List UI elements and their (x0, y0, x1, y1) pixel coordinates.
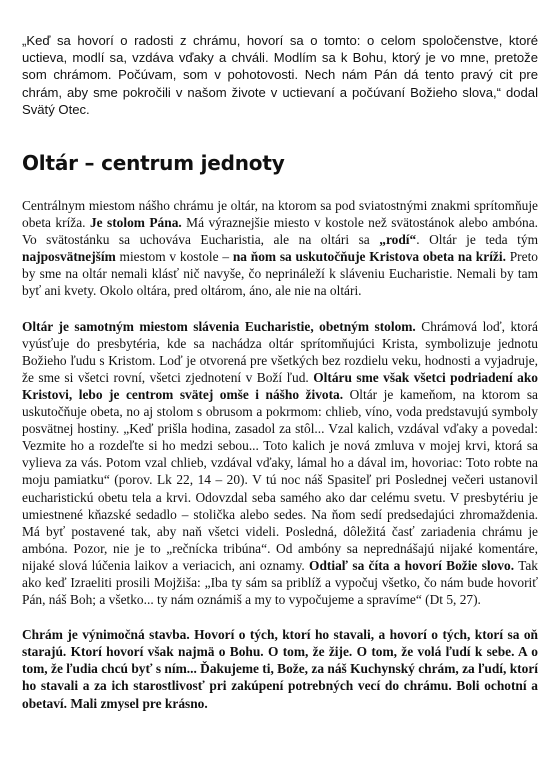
text-run: Oltár je kameňom, na ktorom sa uskutočňuje obeta, no aj stolom s obrusom a pokrmom: chlieb, víno, voda predstavujú symboly posvätnej hostiny. „Keď prišla hodina, zasadol za stôl... Vzal kalich, vzdával vďaky a povedal: Vezmite ho a rozdeľte si ho medzi sebou... Toto kalich je nová zmluva v mojej krvi, ktorá sa vylieva za vás. Potom vzal chlieb, vzdával vďaky, lámal ho a dával im, hovoriac: Toto robte na moju pamiatku“ (porov. Lk 22, 14 – 20). V tú noc náš Spasiteľ pri Poslednej večeri ustanovil eucharistickú obetu tela a krvi. Odovzdal seba samého ako dar celému svetu. V presbytériu je umiestnené kňazské sedadlo – stolička alebo sedes. Na ňom sedí predsedajúci zhromaždenia. Má byť postavené tak, aby naň všetci videli. Posledná, dôležitá časť zariadenia chrámu je ambóna. Pozor, nie je to „rečnícka tribúna“. Od ambóny sa neprednášajú nijaké komentáre, nijaké slová lúčenia laikov a veriacich, ani oznamy. (22, 386, 538, 573)
emphasis-text: najposvätnejším (22, 249, 116, 265)
text-run: Centrálnym miestom nášho chrámu je oltár, na ktorom sa pod sviatostnými znakmi sprítomňuje obeta kríža. (22, 198, 538, 231)
text-run: Chrámová loď, ktorá vyúsťuje do presbytéria, kde sa nachádza oltár sprítomňujúci Krista, symbolizuje jednotu Božieho ľudu s Kristom. Loď je otvorená pre všetkých bez rozdielu veku, hodnosti a vyjadruje, že sme si všetci rovní, všetci zjednotení v Boží ľud. (22, 318, 538, 385)
text-run: Má výraznejšie miesto v kostole než svätostánok alebo ambóna. Vo svätostánku sa uchováva Eucharistia, ale na oltári sa (22, 215, 538, 248)
text-run: Tak ako keď Izraeliti prosili Mojžiša: „Iba ty sám sa priblíž a vypočuj všetko, čo nám bude hovoriť Pán, náš Boh; a všetko... ty nám oznámiš a my to vypočujeme a spravíme“ (Dt 5, 27). (22, 557, 538, 608)
closing-text: Chrám je výnimočná stavba. Hovorí o tých, ktorí ho stavali, a hovorí o tých, ktorí sa oň starajú. Ktorí hovorí však najmä o Bohu. O tom, že žije. O tom, že volá ľudí k sebe. A o tom, že ľudia chcú byť s ním... Ďakujeme ti, Bože, za náš Kuchynský chrám, za ľudí, ktorí ho stavali a za ich starostlivosť pri zakúpení potrebných vecí do chrámu. Boli ochotní a obetaví. Mali zmysel pre krásno. (22, 627, 538, 711)
emphasis-text: „rodí“ (379, 232, 417, 248)
emphasis-text: Je stolom Pána. (89, 215, 182, 231)
emphasis-text: Odtiaľ sa číta a hovorí Božie slovo. (309, 557, 515, 573)
text-run: miestom v kostole – (115, 249, 233, 265)
intro-quote-paragraph: „Keď sa hovorí o radosti z chrámu, hovorí sa o tomto: o celom spoločenstve, ktoré uctieva, modlí sa, vzdáva vďaky a chváli. Modlím sa k Bohu, ktorý je vo mne, pretože som chrámom. Počúvam, som v pohotovosti. Nech nám Pán dá tento pravý cit pre chrám, aby sme pokročili v našom živote v uctievaní a počúvaní Božieho slova,“ dodal Svätý Otec. (22, 33, 538, 117)
text-run: . Oltár je teda tým (416, 232, 538, 248)
document-page (22, 32, 538, 712)
emphasis-text: na ňom sa uskutočňuje Kristova obeta na kríži. (232, 249, 506, 265)
paragraph-oltar-centrum (22, 197, 538, 300)
paragraph-obetny-stol (22, 318, 538, 609)
paragraph-closing (22, 626, 538, 711)
text-run: Preto by sme na oltár nemali klásť nič navyše, čo neprináleží k sláveniu Eucharistie. Nemali by tam byť ani kvety. Okolo oltára, pred oltárom, áno, ale nie na oltári. (22, 249, 538, 299)
emphasis-text: Oltáru sme však všetci podriadení ako Kristovi, lebo je centrom svätej omše i nášho života. (22, 369, 538, 402)
section-heading: Oltár – centrum jednoty (22, 151, 285, 176)
emphasis-text: Oltár je samotným miestom slávenia Eucharistie, obetným stolom. (22, 318, 416, 334)
